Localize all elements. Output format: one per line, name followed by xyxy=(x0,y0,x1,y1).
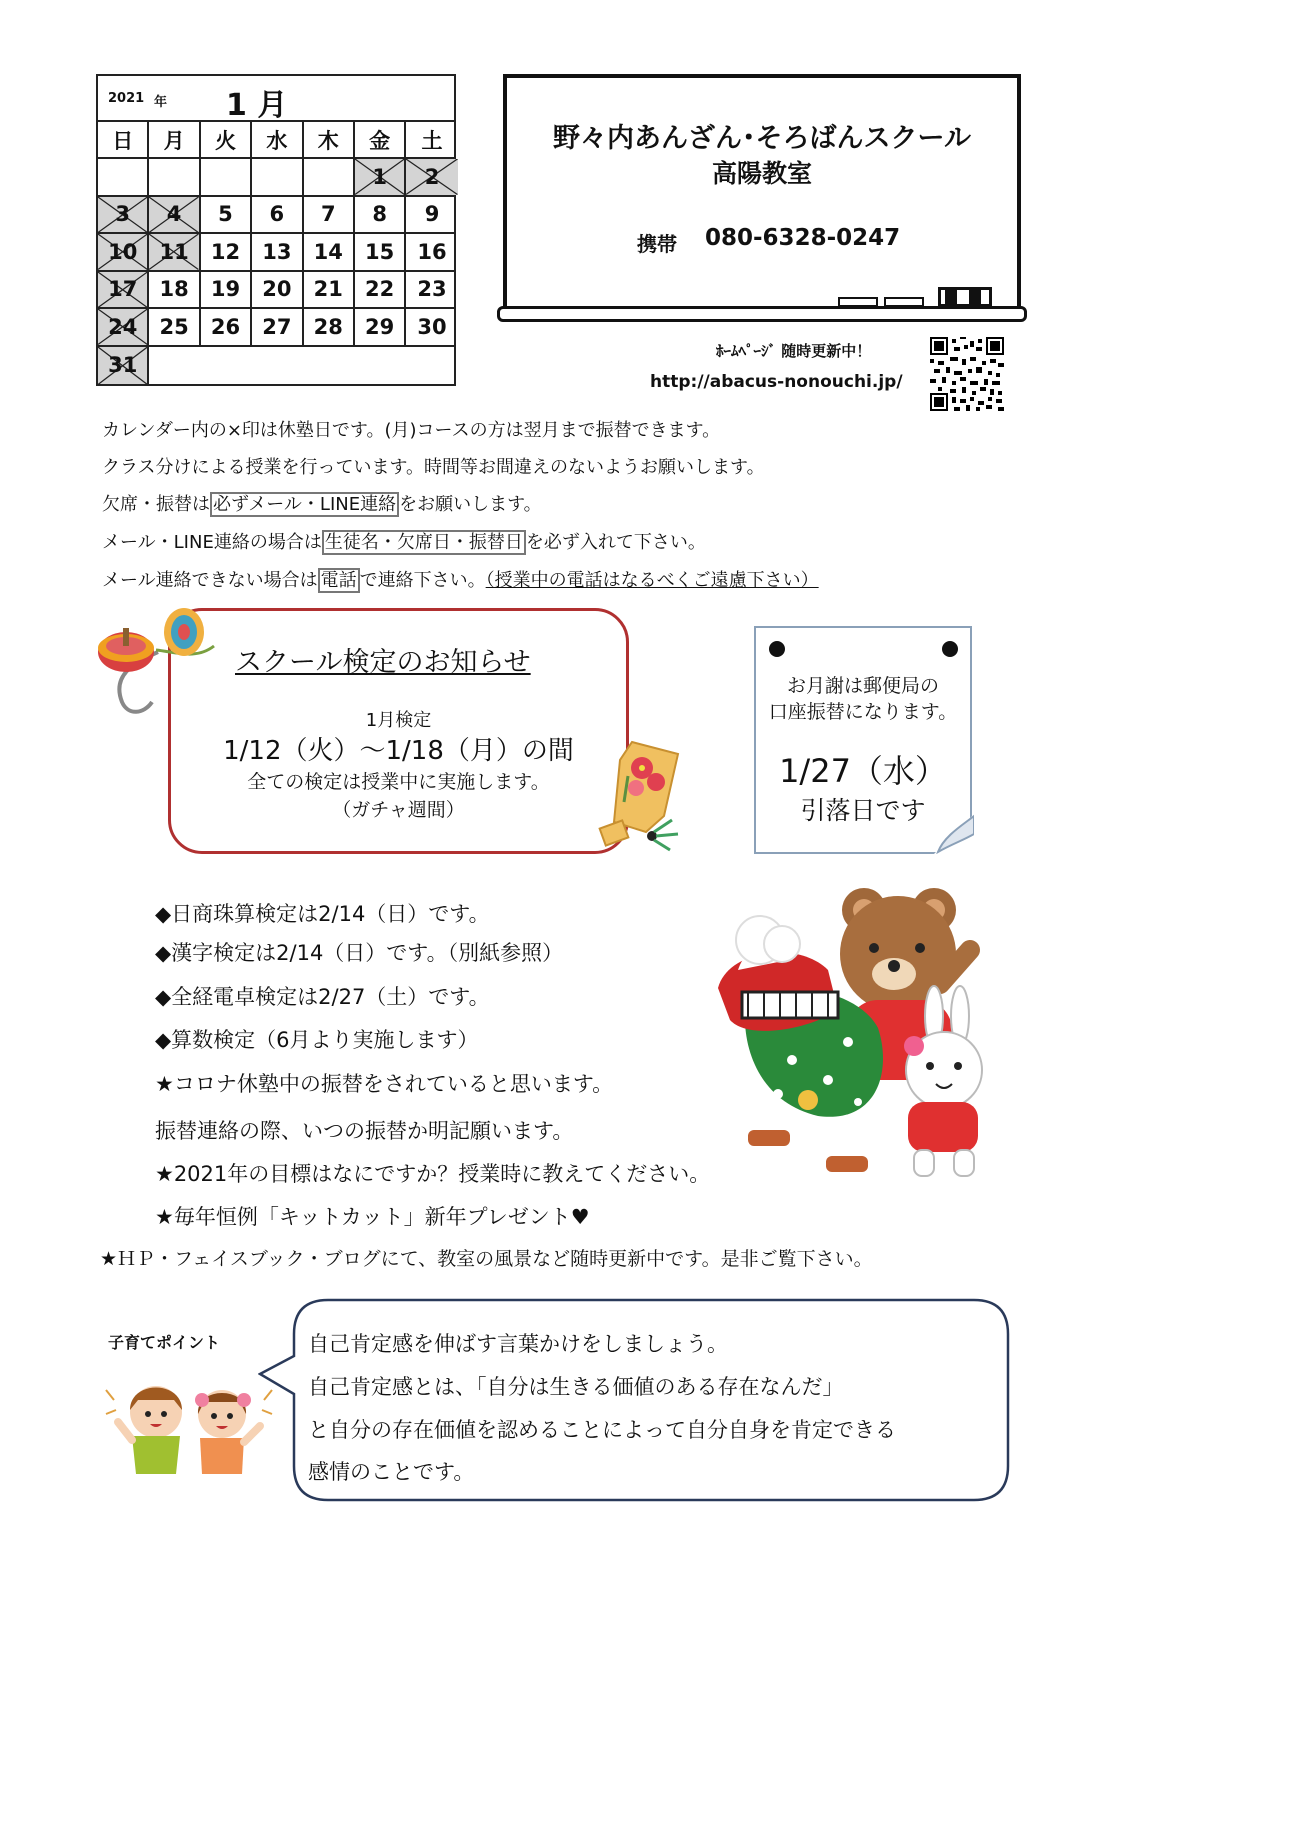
calendar-day: 22 xyxy=(355,272,406,308)
blackboard-tray xyxy=(497,306,1027,322)
calendar-day-off xyxy=(149,197,200,233)
calendar-day-off xyxy=(406,159,457,195)
calendar xyxy=(96,74,456,386)
calendar-year-unit: 年 xyxy=(154,95,168,110)
calendar-day-off xyxy=(98,197,149,233)
calendar-day: 25 xyxy=(149,309,200,345)
calendar-day xyxy=(149,159,200,195)
calendar-header xyxy=(98,76,454,122)
spinning-top-icon xyxy=(96,602,220,722)
notice-phone-pre: メール連絡できない場合は xyxy=(102,570,318,591)
tip-line: 自己肯定感を伸ばす言葉かけをしましょう。 xyxy=(308,1332,728,1356)
hagoita-paddle-icon xyxy=(594,736,686,858)
weekday-label: 土 xyxy=(421,128,443,153)
calendar-day-off xyxy=(355,159,406,195)
calendar-day-number: 4 xyxy=(166,202,182,227)
calendar-day: 12 xyxy=(201,234,252,270)
calendar-week-row xyxy=(98,159,454,197)
tip-line: 自己肯定感とは、「自分は生きる価値のある存在なんだ」 xyxy=(308,1375,844,1399)
notice-contact-post: を必ず入れて下さい。 xyxy=(525,532,706,553)
calendar-day-number: 2 xyxy=(424,164,440,189)
exam-note: 全ての検定は授業中に実施します。 xyxy=(247,771,550,793)
weekday-label: 木 xyxy=(304,122,355,157)
memo-sub: 引落日です xyxy=(800,796,926,825)
notice-holiday: カレンダー内の×印は休塾日です。(月)コースの方は翌月まで振替できます。 xyxy=(102,420,721,441)
calendar-day: 5 xyxy=(201,197,252,233)
calendar-day: 13 xyxy=(252,234,303,270)
eraser-icon xyxy=(938,287,992,307)
bullet-item: ★2021年の目標はなにですか？授業時に教えてください。 xyxy=(155,1162,711,1186)
calendar-day: 15 xyxy=(355,234,406,270)
chalk-piece xyxy=(838,297,878,307)
calendar-day: 26 xyxy=(201,309,252,345)
calendar-day: 9 xyxy=(424,202,440,227)
bullet-item: ★毎年恒例「キットカット」新年プレゼント♥ xyxy=(155,1205,590,1229)
tip-line: 感情のことです。 xyxy=(308,1460,475,1484)
calendar-day: 29 xyxy=(355,309,406,345)
pin-icon xyxy=(769,641,785,657)
phone-label: 携帯 xyxy=(637,232,677,256)
weekday-label: 月 xyxy=(149,122,200,157)
calendar-weeks xyxy=(98,159,454,384)
blackboard-frame xyxy=(503,74,1021,306)
exam-title: スクール検定のお知らせ xyxy=(235,647,531,678)
memo-date: 1/27（水） xyxy=(779,752,947,790)
calendar-day: 19 xyxy=(201,272,252,308)
notice-absence-boxed: 必ずメール・LINE連絡 xyxy=(210,492,399,517)
chalk-piece xyxy=(884,297,924,307)
calendar-day: 21 xyxy=(304,272,355,308)
calendar-week-row xyxy=(98,197,454,235)
calendar-day-number: 3 xyxy=(115,202,130,227)
memo-line-1: お月謝は郵便局の xyxy=(786,675,939,697)
notice-phone-underlined: （授業中の電話はなるべくご遠慮下さい） xyxy=(485,570,819,591)
notice-class: クラス分けによる授業を行っています。時間等お間違えのないようお願いします。 xyxy=(102,457,765,478)
pin-icon xyxy=(942,641,958,657)
qr-code-icon[interactable] xyxy=(930,334,1004,414)
notice-contact-boxed: 生徒名・欠席日・振替日 xyxy=(322,530,526,555)
notice-absence xyxy=(102,490,542,516)
notice-absence-post: をお願いします。 xyxy=(399,494,542,515)
weekday-label: 金 xyxy=(355,122,406,157)
calendar-week-row xyxy=(98,309,454,347)
bullet-item: ★コロナ休塾中の振替をされていると思います。 xyxy=(155,1072,614,1096)
calendar-day: 27 xyxy=(252,309,303,345)
calendar-weekday-row xyxy=(98,122,454,159)
homepage-url[interactable]: http://abacus-nonouchi.jp/ xyxy=(650,372,903,392)
exam-month: 1月検定 xyxy=(365,710,432,731)
calendar-day: 16 xyxy=(417,239,447,264)
phone-number: 080-6328-0247 xyxy=(705,225,901,251)
weekday-label: 日 xyxy=(98,122,149,157)
calendar-week-row xyxy=(98,272,454,310)
bullet-item: ◆算数検定（6月より実施します） xyxy=(155,1028,479,1052)
calendar-day-off xyxy=(149,234,200,270)
notice-phone-mid: で連絡下さい。 xyxy=(359,570,486,591)
notice-phone-boxed: 電話 xyxy=(318,568,360,593)
calendar-day xyxy=(201,159,252,195)
calendar-day-off xyxy=(98,347,149,385)
calendar-day-number: 31 xyxy=(108,353,138,378)
weekday-label: 水 xyxy=(252,122,303,157)
bear-rabbit-lion-dance-illustration xyxy=(708,880,990,1180)
calendar-day: 14 xyxy=(304,234,355,270)
calendar-day-number: 1 xyxy=(372,164,387,189)
calendar-day-off xyxy=(98,234,149,270)
exam-period: 1/12（火）～1/18（月）の間 xyxy=(223,736,574,766)
school-branch: 高陽教室 xyxy=(711,159,812,188)
calendar-day: 20 xyxy=(252,272,303,308)
children-illustration xyxy=(104,1370,274,1482)
calendar-day: 18 xyxy=(149,272,200,308)
calendar-day: 28 xyxy=(304,309,355,345)
homepage-note: ﾎｰﾑﾍﾟｰｼﾞ 随時更新中！ xyxy=(716,342,872,360)
tips-label: 子育てポイント xyxy=(108,1333,221,1352)
calendar-day-off xyxy=(98,272,149,308)
bullet-item: ◆全経電卓検定は2/27（土）です。 xyxy=(155,985,490,1009)
calendar-week-row xyxy=(98,234,454,272)
weekday-label: 火 xyxy=(201,122,252,157)
calendar-day: 30 xyxy=(417,314,447,339)
bullet-item: 振替連絡の際、いつの振替か明記願います。 xyxy=(155,1119,574,1143)
notice-contact-pre: メール・LINE連絡の場合は xyxy=(102,532,322,553)
calendar-day: 6 xyxy=(252,197,303,233)
calendar-day-number: 24 xyxy=(108,314,138,339)
hp-update-note: ★ＨＰ・フェイスブック・ブログにて、教室の風景など随時更新中です。是非ご覧下さい。 xyxy=(100,1248,873,1270)
notice-phone xyxy=(102,566,819,592)
notice-absence-pre: 欠席・振替は xyxy=(102,494,210,515)
calendar-month: 1 月 xyxy=(226,88,288,123)
calendar-day-number: 11 xyxy=(159,239,189,264)
calendar-day xyxy=(304,159,355,195)
calendar-day: 8 xyxy=(355,197,406,233)
calendar-day-number: 17 xyxy=(108,277,138,302)
school-name: 野々内あんざん･そろばんスクール xyxy=(553,123,971,154)
notice-contact xyxy=(102,528,706,554)
bullet-item: ◆日商珠算検定は2/14（日）です。 xyxy=(155,902,490,926)
calendar-day: 23 xyxy=(417,277,447,302)
calendar-day-number: 10 xyxy=(108,239,138,264)
calendar-week-row xyxy=(98,347,454,385)
calendar-day xyxy=(98,159,149,195)
exam-week: （ガチャ週間） xyxy=(332,799,465,821)
tip-line: と自分の存在価値を認めることによって自分自身を肯定できる xyxy=(308,1418,896,1442)
calendar-day xyxy=(252,159,303,195)
calendar-year: 2021 xyxy=(108,91,145,106)
bullet-item: ◆漢字検定は2/14（日）です。（別紙参照） xyxy=(155,941,564,965)
calendar-day: 7 xyxy=(304,197,355,233)
memo-line-2: 口座振替になります。 xyxy=(768,701,958,723)
calendar-day-off xyxy=(98,309,149,345)
